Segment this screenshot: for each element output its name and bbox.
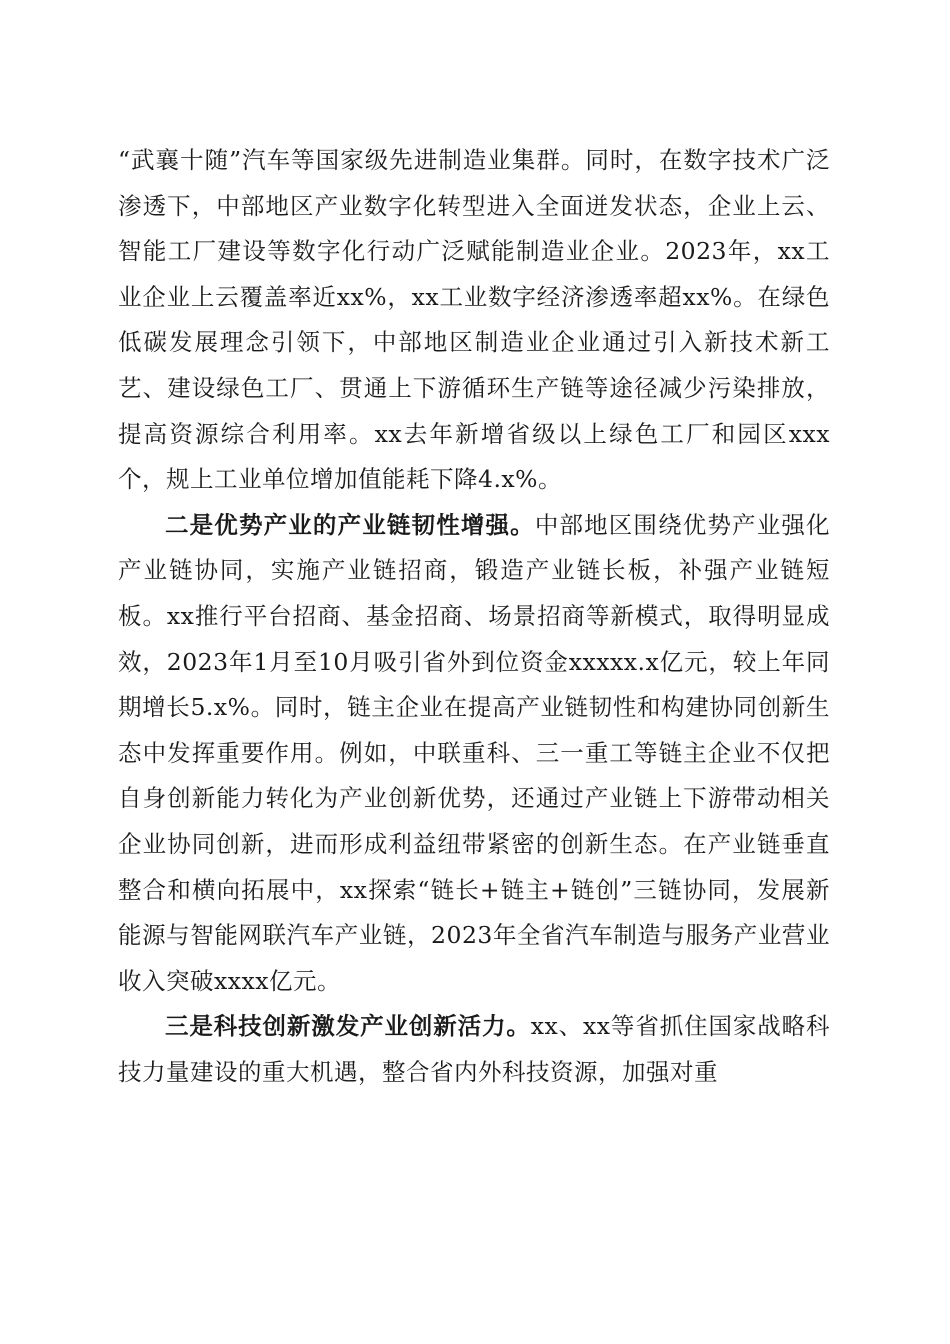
paragraph-heading: 二是优势产业的产业链韧性增强。 xyxy=(165,510,535,539)
paragraph-text: “武襄十随”汽车等国家级先进制造业集群。同时，在数字技术广泛渗透下，中部地区产业数字化转型进入全面迸发状态，企业上云、智能工厂建设等数字化行动广泛赋能制造业企业。2023年，xx工业企业上云覆盖率近xx%，xx工业数字经济渗透率超xx%。在绿色低碳发展理念引领下，中部地区制造业企业通过引入新技术新工艺、建设绿色工厂、贯通上下游循环生产链等途径减少污染排放，提高资源综合利用率。xx去年新增省级以上绿色工厂和园区xxx个，规上工业单位增加值能耗下降4.x%。 xyxy=(118,146,830,494)
paragraph-continuation xyxy=(118,138,830,503)
paragraph-tech-innovation xyxy=(118,1004,830,1095)
paragraph-text: xx、xx等省抓住国家战略科技力量建设的重大机遇，整合省内外科技资源，加强对重 xyxy=(118,1012,831,1086)
paragraph-heading: 三是科技创新激发产业创新活力。 xyxy=(165,1012,531,1041)
paragraph-industry-chain xyxy=(118,503,830,1005)
document-body xyxy=(118,138,830,1095)
paragraph-text: 中部地区围绕优势产业强化产业链协同，实施产业链招商，锻造产业链长板，补强产业链短板。xx推行平台招商、基金招商、场景招商等新模式，取得明显成效，2023年1月至10月吸引省外到位资金xxxxx.x亿元，较上年同期增长5.x%。同时，链主企业在提高产业链韧性和构建协同创新生态中发挥重要作用。例如，中联重科、三一重工等链主企业不仅把自身创新能力转化为产业创新优势，还通过产业链上下游带动相关企业协同创新，进而形成利益纽带紧密的创新生态。在产业链垂直整合和横向拓展中，xx探索“链长+链主+链创”三链协同，发展新能源与智能网联汽车产业链，2023年全省汽车制造与服务产业营业收入突破xxxx亿元。 xyxy=(118,510,831,995)
